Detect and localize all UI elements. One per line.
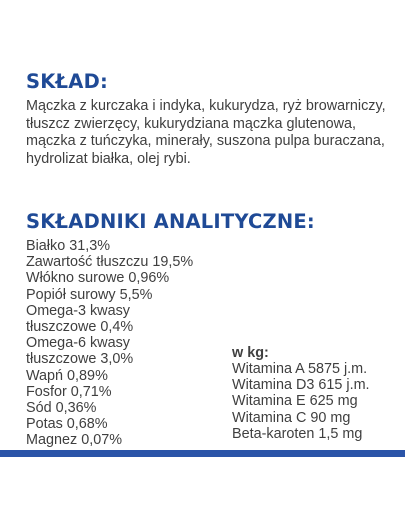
analytical-item: tłuszczowe 0,4% bbox=[26, 319, 134, 336]
analytical-item: Sód 0,36% bbox=[26, 400, 97, 417]
vitamin-item: Witamina D3 615 j.m. bbox=[232, 377, 370, 394]
analytical-item: Fosfor 0,71% bbox=[26, 383, 112, 400]
bottom-divider-bar bbox=[0, 450, 405, 457]
vitamin-item: Witamina C 90 mg bbox=[232, 409, 351, 426]
analytical-heading: SKŁADNIKI ANALITYCZNE: bbox=[26, 210, 315, 233]
vitamins-title: w kg: bbox=[232, 345, 269, 361]
composition-text: Mączka z kurczaka i indyka, kukurydza, ryż browarniczy, tłuszcz zwierzęcy, kukurydziana mączka glutenowa, mączka z tuńczyka, minerały, suszona pulpa buraczana, hydrolizat białka, olej rybi. bbox=[26, 98, 386, 167]
analytical-item: Omega-3 kwasy bbox=[26, 302, 130, 319]
analytical-list bbox=[26, 238, 193, 449]
analytical-item: Omega-6 kwasy bbox=[26, 335, 130, 352]
analytical-item: Popiół surowy 5,5% bbox=[26, 286, 153, 303]
analytical-item: Włókno surowe 0,96% bbox=[26, 270, 170, 287]
analytical-item: Wapń 0,89% bbox=[26, 367, 108, 384]
vitamin-item: Witamina E 625 mg bbox=[232, 393, 358, 410]
vitamins-list bbox=[232, 361, 370, 442]
vitamin-item: Beta-karoten 1,5 mg bbox=[232, 425, 363, 442]
analytical-item: Magnez 0,07% bbox=[26, 432, 122, 449]
vitamin-item: Witamina A 5875 j.m. bbox=[232, 361, 368, 377]
analytical-item: Potas 0,68% bbox=[26, 416, 108, 433]
composition-heading: SKŁAD: bbox=[26, 70, 108, 93]
analytical-item: Białko 31,3% bbox=[26, 238, 110, 254]
analytical-item: tłuszczowe 3,0% bbox=[26, 351, 134, 368]
analytical-item: Zawartość tłuszczu 19,5% bbox=[26, 254, 194, 271]
